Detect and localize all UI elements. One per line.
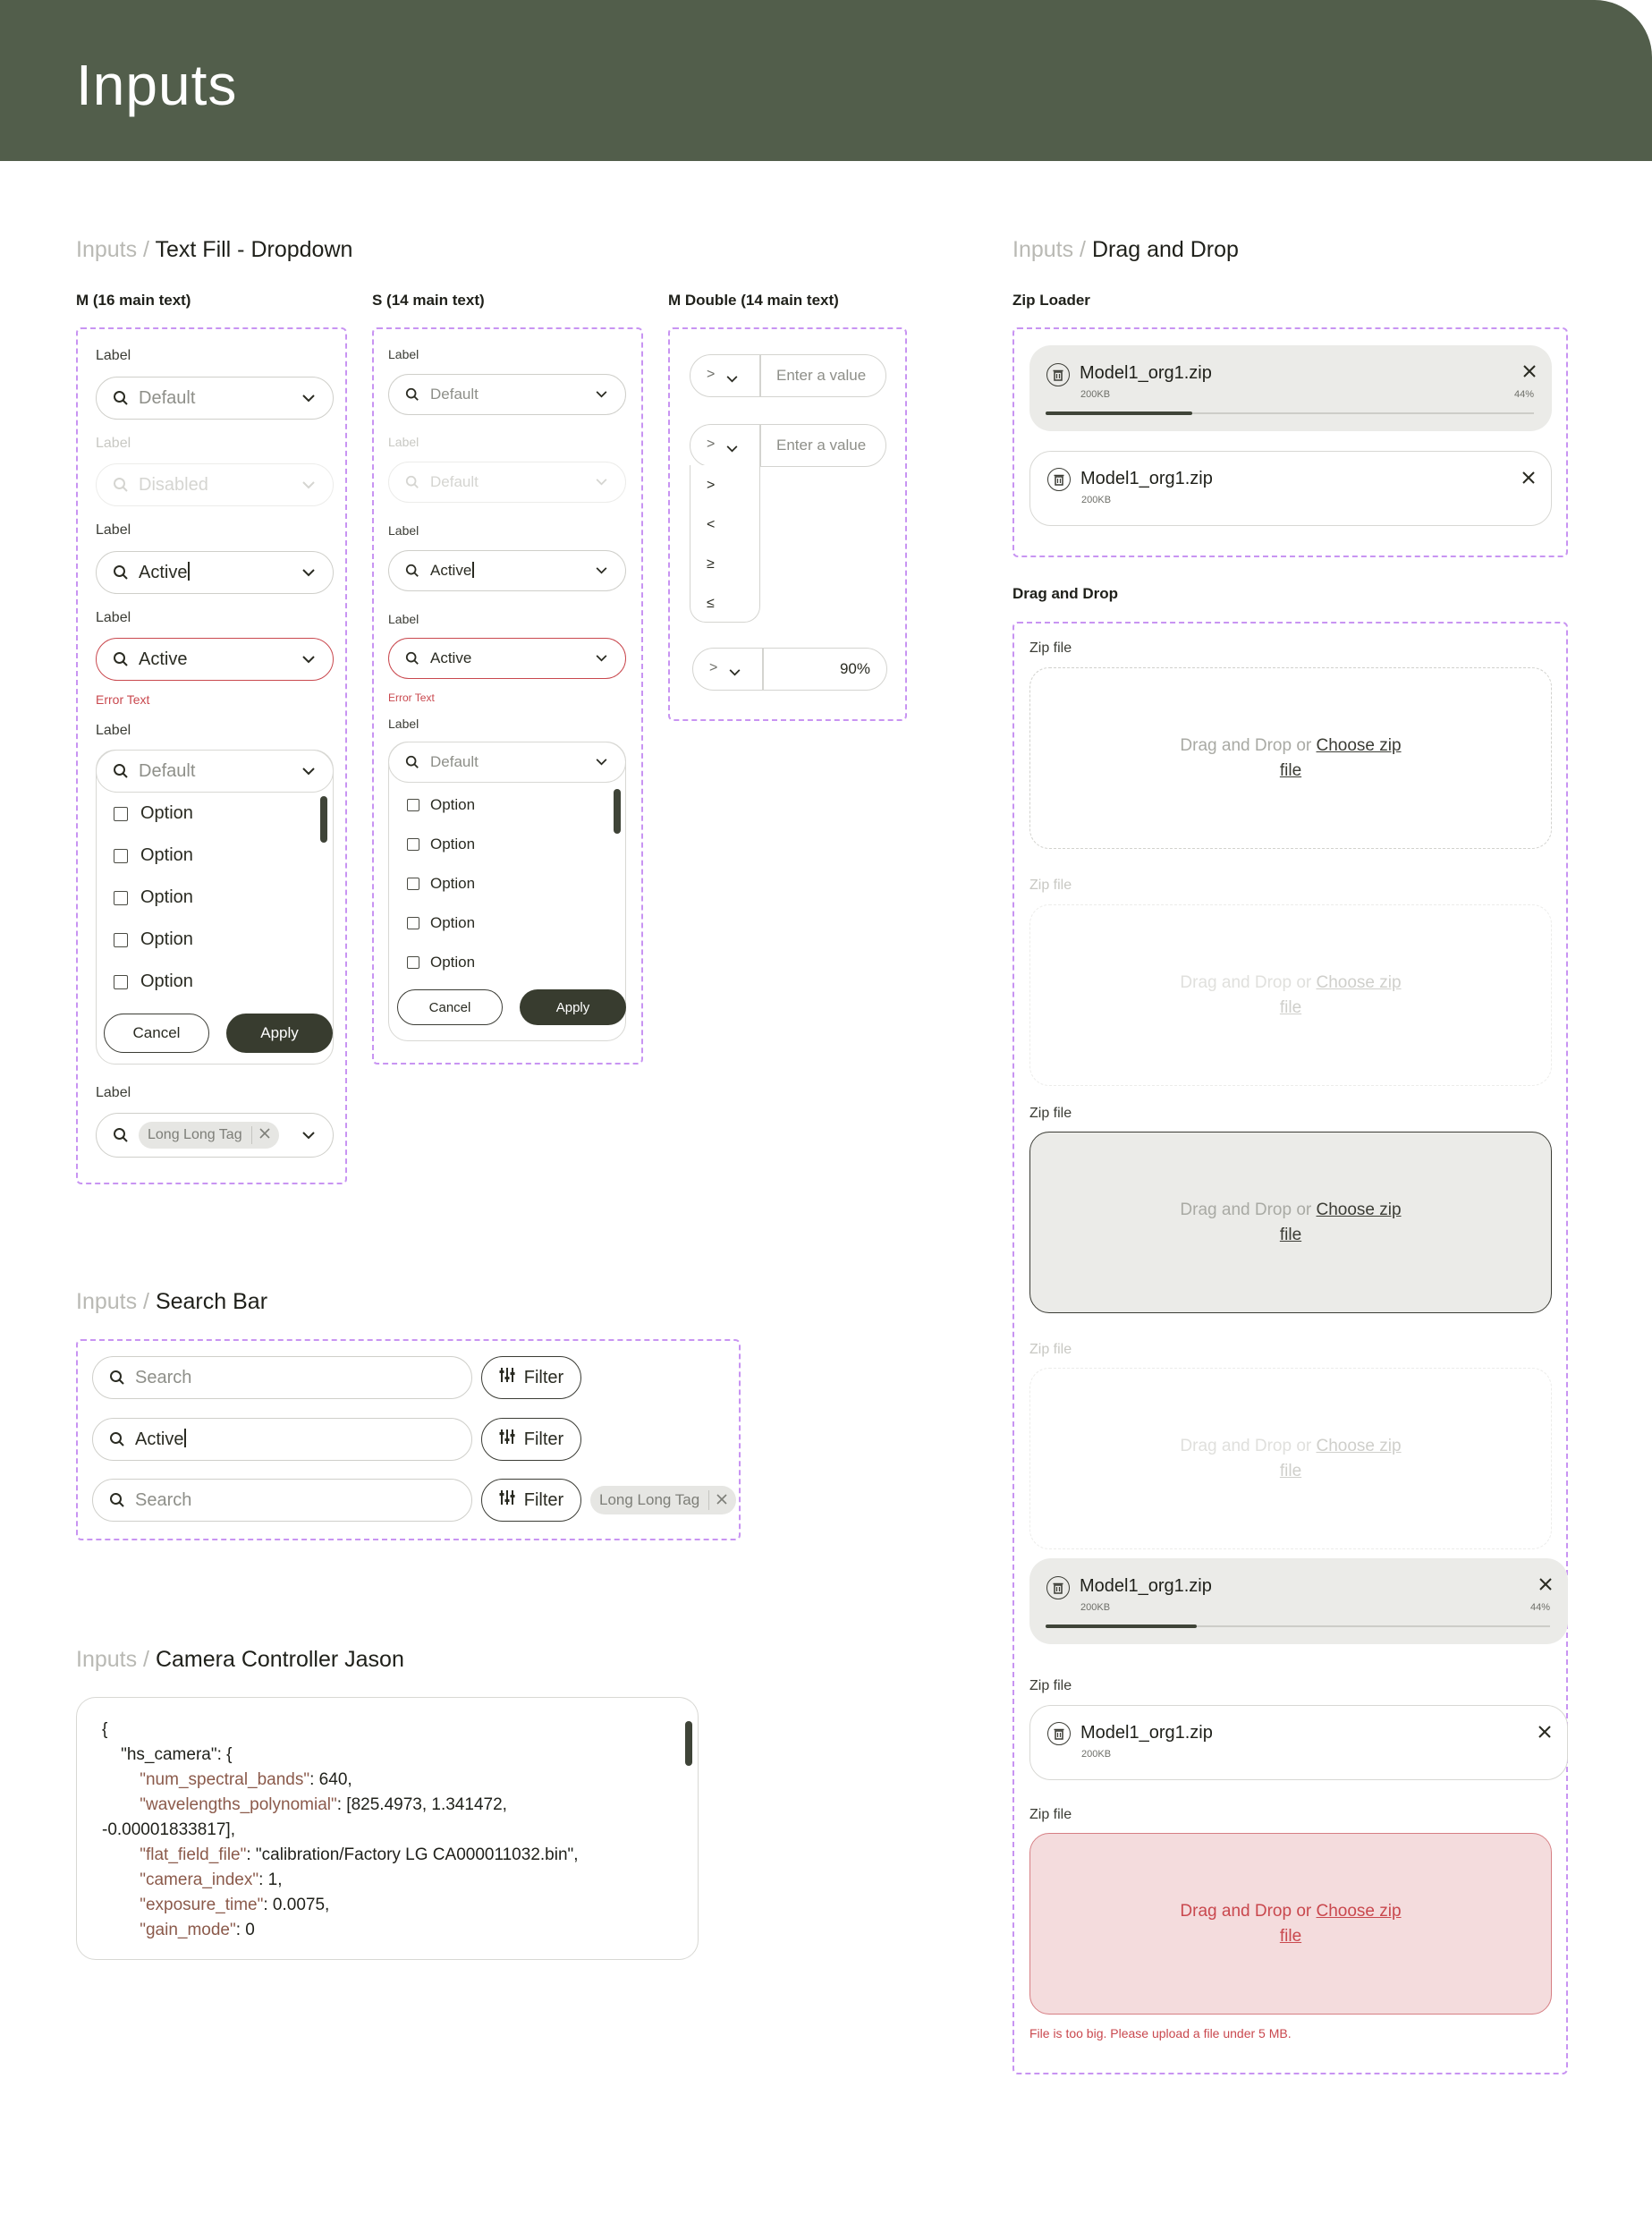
chevron-down-icon[interactable] [596,391,607,398]
close-icon[interactable] [716,1491,727,1509]
drop-zone-disabled [1029,1368,1552,1549]
text-fill-section-title [76,237,352,263]
error-text: Error Text [96,692,150,707]
choose-zip-link[interactable]: Choose zip [1316,1901,1402,1921]
checkbox[interactable] [114,975,128,989]
filter-button[interactable] [481,1418,581,1461]
checkbox[interactable] [407,838,419,851]
s-size-title: S (14 main text) [372,292,485,309]
search-icon [113,477,129,493]
dropdown-placeholder: Default [430,753,479,770]
breadcrumb: Inputs / [76,1289,149,1314]
breadcrumb: Inputs / [76,1647,149,1672]
option-label: Option [430,954,476,971]
chevron-down-icon[interactable] [302,768,315,776]
zip-upload-progress [1029,1558,1568,1644]
section-name: Drag and Drop [1091,237,1239,262]
search-icon [405,387,419,402]
option-label: Option [140,929,193,949]
choose-file-link[interactable]: file [1279,760,1302,780]
option-item[interactable] [407,796,475,814]
option-label: Option [140,971,193,991]
checkbox[interactable] [114,933,128,947]
zip-label: Zip file [1029,1106,1072,1121]
choose-file-link[interactable]: file [1279,1926,1302,1946]
filter-label: Filter [523,1429,564,1449]
operator-option[interactable]: > [707,478,716,493]
drag-drop-title: Drag and Drop [1012,585,1119,602]
camera-section-title [76,1647,404,1673]
json-editor[interactable] [76,1697,699,1960]
code-line: -0.00001833817], [102,1820,235,1839]
option-item[interactable] [114,971,193,992]
file-name: Model1_org1.zip [1080,363,1212,383]
field-label: Label [96,723,131,738]
dropdown-active-s[interactable] [388,550,626,591]
option-item[interactable] [114,887,193,908]
file-size: 200KB [1081,1749,1112,1760]
choose-file-link: file [1279,1461,1302,1480]
cancel-button[interactable]: Cancel [104,1014,209,1053]
chevron-down-icon[interactable] [302,569,315,577]
field-label: Label [96,348,131,363]
search-icon [109,1370,125,1386]
section-name: Camera Controller Jason [155,1647,404,1672]
double-input[interactable] [690,354,886,397]
filter-button[interactable] [481,1479,581,1522]
zip-loader-title: Zip Loader [1012,292,1090,309]
close-icon[interactable] [1538,1576,1554,1592]
progress-fill [1046,411,1192,415]
tag-divider [251,1126,252,1144]
option-label: Option [430,914,476,931]
tag-label: Long Long Tag [148,1127,242,1142]
checkbox[interactable] [114,849,128,863]
search-icon [109,1492,125,1508]
double-input-open[interactable] [690,424,886,467]
file-size: 200KB [1080,389,1111,400]
close-icon[interactable] [259,1127,270,1143]
option-item[interactable] [407,836,475,853]
search-icon [405,564,419,578]
zip-label: Zip file [1029,1342,1072,1357]
checkbox[interactable] [407,917,419,929]
search-icon [113,390,129,406]
search-icon [113,651,129,667]
trash-icon[interactable] [1046,363,1070,386]
chevron-down-icon[interactable] [302,1132,315,1140]
dropdown-placeholder: Default [430,386,479,403]
trash-icon[interactable] [1047,468,1071,491]
dropdown-error[interactable] [96,638,334,681]
field-label: Label [388,717,419,731]
input-divider [759,425,761,466]
dropdown-active[interactable] [96,551,334,594]
checkbox[interactable] [407,878,419,890]
close-icon[interactable] [1521,363,1538,379]
dropdown-value: Active [430,649,472,666]
progress-fill [1046,1624,1197,1628]
code-line: "wavelengths_polynomial": [825.4973, 1.341472, [140,1795,507,1814]
code-line: "num_spectral_bands": 640, [140,1770,352,1789]
zip-label: Zip file [1029,640,1072,656]
json-code [102,1718,579,1943]
operator-option[interactable]: < [707,517,716,532]
close-icon[interactable] [1537,1724,1553,1740]
value-text[interactable]: 90% [839,660,870,677]
search-value: Active [135,1429,184,1449]
search-placeholder: Search [135,1367,192,1387]
file-size: 200KB [1081,495,1112,505]
scrollbar-thumb[interactable] [614,789,621,834]
dropdown-value: Active [139,649,188,669]
search-icon [113,1127,129,1143]
zip-uploaded [1029,1705,1568,1780]
search-icon [113,763,129,779]
search-input-tagged[interactable] [92,1479,472,1522]
upload-error-text: File is too big. Please upload a file under 5 MB. [1029,2026,1292,2040]
close-icon[interactable] [1521,470,1537,486]
scrollbar-thumb[interactable] [685,1721,692,1766]
choose-zip-link[interactable]: Choose zip [1316,735,1402,755]
option-label: Option [140,845,193,865]
breadcrumb: Inputs / [76,237,149,262]
breadcrumb: Inputs / [1012,237,1086,262]
chevron-down-icon[interactable] [596,567,607,574]
trash-icon[interactable] [1046,1576,1070,1599]
chevron-down-icon[interactable] [302,656,315,664]
operator-menu [690,465,760,623]
apply-button[interactable]: Apply [520,989,626,1025]
drop-text: Drag and Drop or [1180,1200,1312,1219]
dropdown-open-s[interactable] [388,742,626,783]
section-name: Search Bar [155,1289,268,1314]
page-header [0,0,1652,161]
file-name: Model1_org1.zip [1080,1723,1213,1743]
option-item[interactable] [114,845,193,866]
progress-track [1046,412,1534,414]
apply-button[interactable]: Apply [226,1014,333,1053]
chevron-down-icon[interactable] [729,665,741,681]
error-text: Error Text [388,691,435,704]
filter-button[interactable] [481,1356,581,1399]
zip-label: Zip file [1029,1678,1072,1693]
text-cursor [184,1429,186,1447]
dropdown-error-s[interactable] [388,638,626,679]
zip-uploaded [1029,451,1552,526]
drop-zone-default[interactable] [1029,667,1552,849]
zip-label: Zip file [1029,1807,1072,1822]
field-label: Label [96,436,131,451]
filter-tag [590,1486,736,1514]
dropdown-value: Active [430,562,472,579]
option-item[interactable] [114,803,193,824]
sliders-icon [499,1489,515,1511]
drop-zone-hover[interactable] [1029,1132,1552,1313]
choose-zip-link: Choose zip [1316,972,1402,992]
section-name: Text Fill - Dropdown [155,237,353,262]
field-label: Label [388,435,419,449]
drop-zone-error[interactable] [1029,1833,1552,2015]
checkbox[interactable] [114,807,128,821]
tag-label: Long Long Tag [599,1491,700,1508]
drop-zone-disabled [1029,904,1552,1086]
chevron-down-icon [302,481,315,489]
cancel-button[interactable]: Cancel [397,989,503,1025]
value-placeholder[interactable]: Enter a value [776,437,867,454]
m-size-title: M (16 main text) [76,292,191,309]
code-line: "hs_camera": { [102,1745,233,1764]
operator-option[interactable]: ≤ [707,596,715,611]
trash-icon[interactable] [1047,1722,1071,1745]
search-icon [405,651,419,666]
input-divider [759,355,761,396]
checkbox[interactable] [114,891,128,905]
chevron-down-icon[interactable] [596,655,607,662]
m-double-title: M Double (14 main text) [668,292,839,309]
value-placeholder[interactable]: Enter a value [776,367,867,384]
chevron-down-icon[interactable] [726,441,738,457]
option-label: Option [430,796,476,813]
sliders-icon [499,1367,515,1388]
dropdown-disabled-text: Disabled [139,474,208,495]
option-item[interactable] [407,954,475,971]
operator-value: > [707,367,716,382]
choose-zip-link: Choose zip [1316,1436,1402,1455]
zip-label: Zip file [1029,878,1072,893]
field-label: Label [96,1085,131,1100]
option-label: Option [140,887,193,907]
drop-text: Drag and Drop or [1180,735,1312,755]
page-title: Inputs [76,53,238,117]
field-label: Label [388,347,419,361]
search-icon [113,564,129,581]
code-line: "camera_index": 1, [140,1870,283,1889]
field-label: Label [388,612,419,626]
code-line: "exposure_time": 0.0075, [140,1896,330,1914]
progress-percent: 44% [1529,1602,1550,1613]
selected-tag [139,1122,279,1149]
operator-option[interactable]: ≥ [707,556,715,572]
dropdown-default-s[interactable] [388,374,626,415]
operator-value: > [709,660,718,675]
chevron-down-icon[interactable] [596,759,607,766]
option-item[interactable] [407,875,475,893]
dropdown-placeholder: Default [139,387,196,408]
choose-file-link[interactable]: file [1279,1225,1302,1244]
drag-section-title [1012,237,1239,263]
checkbox[interactable] [407,799,419,811]
dropdown-disabled-text: Default [430,473,479,490]
file-name: Model1_org1.zip [1080,1576,1212,1596]
search-icon [109,1431,125,1447]
file-size: 200KB [1080,1602,1111,1613]
drop-text: Drag and Drop or [1180,1436,1312,1455]
chevron-down-icon [596,479,607,486]
file-name: Model1_org1.zip [1080,469,1213,488]
drop-text: Drag and Drop or [1180,1901,1312,1921]
option-label: Option [430,836,476,853]
code-line: "flat_field_file": "calibration/Factory LG CA000011032.bin", [140,1845,579,1864]
search-icon [405,755,419,769]
drop-text: Drag and Drop or [1180,972,1312,992]
progress-percent: 44% [1513,389,1534,400]
sliders-icon [499,1429,515,1450]
field-label: Label [96,610,131,625]
search-section-title [76,1289,267,1315]
choose-zip-link[interactable]: Choose zip [1316,1200,1402,1219]
search-icon [405,475,419,489]
code-line: { [102,1720,108,1739]
double-input-filled[interactable] [692,648,887,691]
input-divider [762,649,764,690]
dropdown-disabled [96,463,334,506]
scrollbar-thumb[interactable] [320,796,327,843]
option-label: Option [140,803,193,823]
filter-label: Filter [523,1367,564,1387]
search-input-active[interactable] [92,1418,472,1461]
checkbox[interactable] [407,956,419,969]
operator-value: > [707,437,716,452]
zip-upload-progress [1029,345,1552,431]
code-line: "gain_mode": 0 [140,1921,255,1939]
tag-divider [708,1490,709,1510]
dropdown-default[interactable] [96,377,334,420]
search-input[interactable] [92,1356,472,1399]
text-cursor [188,562,190,581]
choose-file-link: file [1279,997,1302,1017]
dropdown-disabled-s [388,462,626,503]
text-cursor [472,562,474,578]
dropdown-value: Active [139,563,188,582]
field-label: Label [388,523,419,538]
filter-label: Filter [523,1489,564,1510]
chevron-down-icon[interactable] [726,371,738,387]
search-placeholder: Search [135,1489,192,1510]
field-label: Label [96,522,131,538]
dropdown-placeholder: Default [139,760,196,781]
option-item[interactable] [114,929,193,950]
dropdown-open[interactable] [96,750,334,793]
chevron-down-icon[interactable] [302,394,315,403]
option-label: Option [430,875,476,892]
option-item[interactable] [407,914,475,932]
progress-track [1046,1625,1550,1627]
